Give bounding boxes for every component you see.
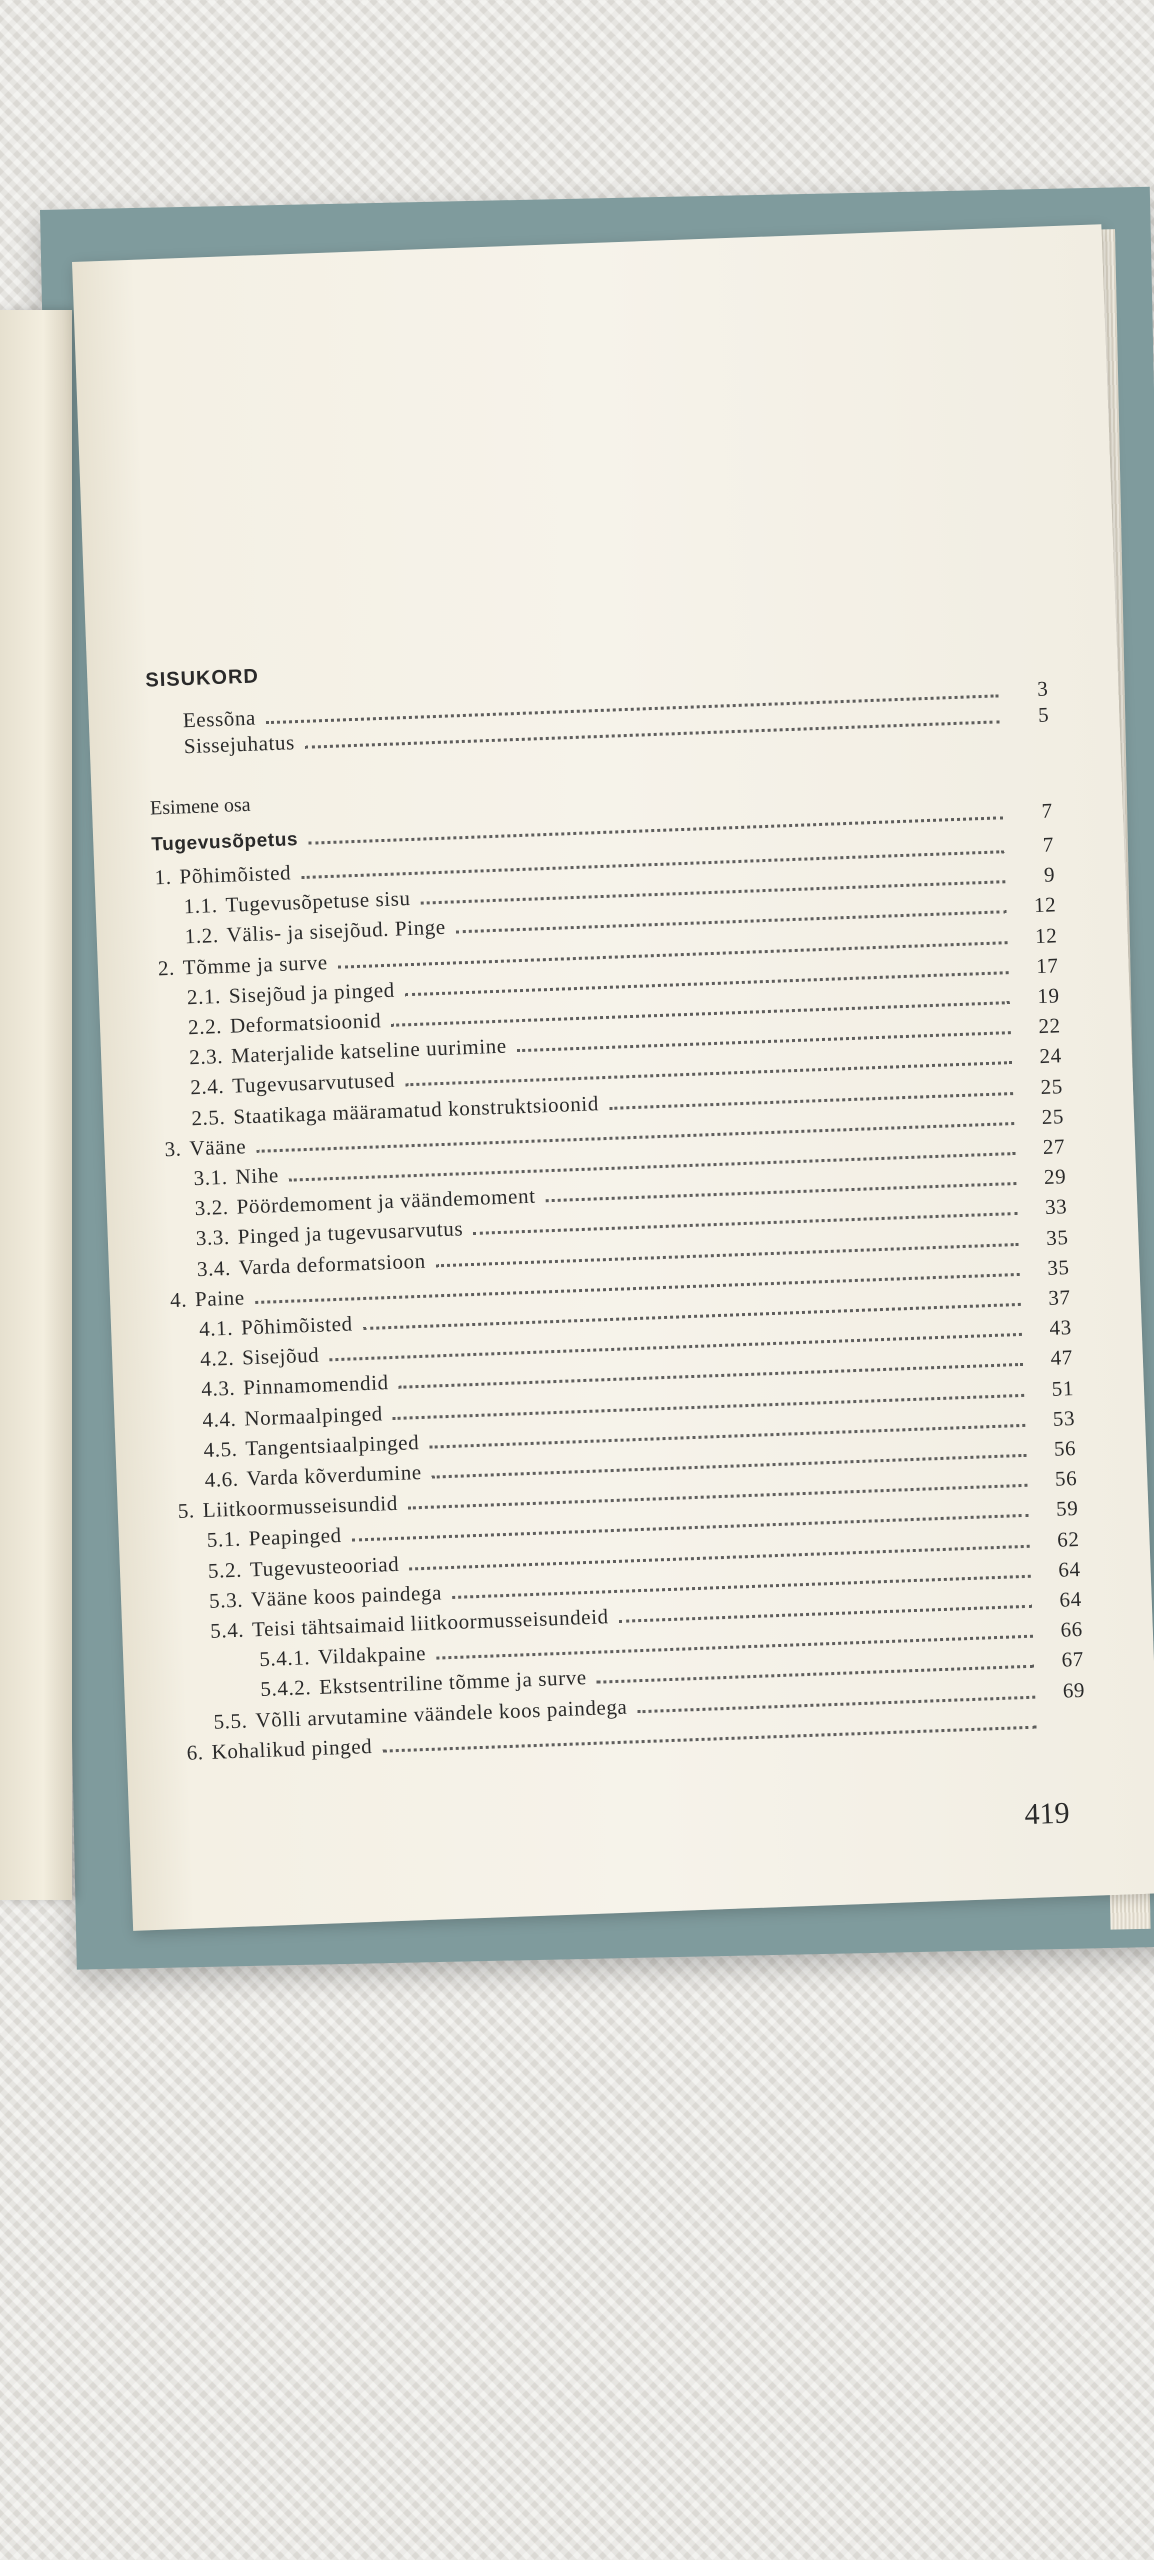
toc-entry-label: Tugevusarvutused (231, 1068, 396, 1099)
toc-entry-number: 3. (164, 1136, 182, 1161)
toc-entry-number: 4.4. (202, 1406, 237, 1432)
toc-entry-label: Pinnamomendid (242, 1370, 390, 1400)
toc-entry-label: Eessõna (182, 705, 257, 733)
toc-entry-label: Sissejuhatus (183, 730, 296, 759)
toc-entry-page: 25 (1041, 1104, 1065, 1129)
toc-entry-page: 56 (1053, 1436, 1077, 1461)
toc-entry-label: Varda deformatsioon (238, 1248, 427, 1280)
toc-title: SISUKORD (144, 665, 260, 692)
left-page (0, 310, 72, 1900)
toc-entry-number: 2.4. (189, 1074, 225, 1100)
toc-entry-page: 35 (1045, 1224, 1069, 1250)
toc-entry-number: 5.5. (213, 1708, 248, 1734)
toc-entry-number: 2.1. (186, 983, 222, 1010)
toc-entry-page: 22 (1038, 1013, 1062, 1039)
toc-entry-label: Nihe (235, 1163, 280, 1189)
toc-entry-number: 1.1. (183, 893, 219, 919)
part-title: Tugevusõpetus (151, 829, 299, 856)
toc-entry-number: 4.2. (199, 1345, 235, 1372)
toc-entry-label: Põhimõisted (179, 860, 292, 889)
toc-entry-page: 27 (1042, 1134, 1066, 1160)
right-page (72, 224, 1154, 1931)
toc-entry-label: Deformatsioonid (229, 1008, 382, 1038)
toc-entry-label: Normaalpinged (243, 1400, 384, 1431)
toc-entry-label: Materjalide katseline uurimine (230, 1033, 508, 1068)
toc-entry-number: 6. (186, 1739, 205, 1765)
page-number: 419 (1023, 1796, 1071, 1832)
toc-entry-label: Välis- ja sisejõud. Pinge (226, 915, 447, 948)
toc-entry-page: 9 (1043, 862, 1056, 887)
toc-entry-label: Sisejõud ja pinged (228, 977, 396, 1008)
toc-entry-number: 3.3. (195, 1225, 231, 1251)
toc-entry-label: Pinged ja tugevusarvutus (237, 1216, 464, 1249)
toc-entry-page: 35 (1046, 1254, 1070, 1280)
toc-entry-label: Tangentsiaalpinged (245, 1429, 420, 1461)
toc-entry-page: 64 (1057, 1556, 1081, 1582)
toc-entry-page: 25 (1040, 1073, 1064, 1099)
toc-entry-number: 5.2. (207, 1557, 243, 1583)
toc-entry-number: 3.2. (194, 1195, 230, 1221)
toc-entry-label: Paine (194, 1285, 246, 1311)
toc-entry-number: 1.2. (184, 923, 220, 949)
toc-entry-page: 5 (1037, 702, 1050, 727)
toc-entry-page: 56 (1054, 1466, 1078, 1491)
toc-entry-label: Staatikaga määramatud konstruktsioonid (232, 1090, 600, 1129)
toc-entry-label: Vääne koos paindega (250, 1580, 443, 1612)
toc-entry-label: Varda kõverdumine (246, 1460, 423, 1491)
toc-entry-number: 4.1. (198, 1315, 234, 1342)
toc-entry-label: Vildakpaine (317, 1641, 427, 1670)
toc-entry-label: Liitkoormusseisundid (202, 1491, 399, 1523)
toc-entry-page: 19 (1036, 983, 1060, 1009)
toc-entry-number: 2.2. (187, 1014, 223, 1040)
toc-entry-page: 24 (1039, 1043, 1063, 1069)
toc-entry-number: 3.1. (193, 1164, 228, 1191)
toc-entry-number: 2. (157, 955, 176, 980)
toc-entry-number: 4.6. (204, 1466, 240, 1492)
toc-entry-number: 5.4.2. (259, 1675, 312, 1702)
toc-entry-page: 7 (1041, 798, 1054, 823)
toc-entry-page: 29 (1043, 1164, 1067, 1190)
toc-entry-page: 3 (1036, 676, 1049, 701)
toc-entry-number: 4. (169, 1287, 188, 1312)
toc-entry-page: 12 (1033, 892, 1057, 918)
toc-entry-label: Põhimõisted (240, 1311, 354, 1340)
toc-entry-number: 2.3. (188, 1044, 224, 1070)
toc-entry-page: 67 (1061, 1647, 1085, 1673)
toc-entry-page: 66 (1060, 1617, 1084, 1642)
toc-entry-page (1046, 1727, 1086, 1728)
toc-entry-page: 64 (1059, 1586, 1083, 1612)
toc-entry-page: 47 (1050, 1345, 1074, 1371)
toc-entry-number: 5.3. (208, 1587, 244, 1613)
toc-entry-label: Kohalikud pinged (211, 1733, 373, 1764)
toc-entry-label: Võlli arvutamine väändele koos paindega (255, 1694, 628, 1732)
toc-entry-label: Tugevusõpetuse sisu (225, 886, 411, 917)
toc-entry-page: 69 (1062, 1677, 1086, 1703)
toc-entry-label: Tugevusteooriad (249, 1551, 400, 1581)
toc-entry-label: Peapinged (248, 1523, 343, 1551)
toc-entry-page: 51 (1051, 1375, 1075, 1401)
toc-entry-page: 17 (1035, 953, 1059, 978)
part-label: Esimene osa (149, 793, 251, 820)
toc-entry-page: 12 (1034, 922, 1058, 948)
toc-entry-page: 33 (1044, 1194, 1068, 1220)
toc-entry-page: 59 (1055, 1496, 1079, 1522)
toc-entry-label: Ekstsentriline tõmme ja surve (318, 1665, 588, 1700)
toc-entry-label: Teisi tähtsaimaid liitkoormusseisundeid (251, 1604, 610, 1642)
toc-entry-label: Tõmme ja surve (182, 949, 329, 979)
toc-entry-number: 5.4. (209, 1617, 245, 1643)
toc-entry-page: 62 (1056, 1526, 1080, 1552)
toc-entry-number: 5. (177, 1498, 196, 1524)
toc-entry-page: 43 (1049, 1315, 1073, 1341)
toc-entry-number: 2.5. (190, 1104, 226, 1130)
toc-entry-label: Sisejõud (241, 1342, 320, 1370)
toc-entry-label: Vääne (189, 1134, 247, 1161)
toc-entry-number: 3.4. (196, 1255, 232, 1281)
toc-entry-number: 1. (154, 864, 172, 890)
toc-entry-number: 4.3. (200, 1376, 236, 1402)
toc-entry-page: 53 (1052, 1405, 1076, 1431)
toc-entry-number: 5.4.1. (258, 1645, 311, 1672)
toc-entry-label: Pöördemoment ja väändemoment (236, 1183, 536, 1219)
toc-entry-page: 37 (1047, 1285, 1072, 1310)
toc-entry-number: 4.5. (203, 1436, 238, 1462)
toc-entry-number: 5.1. (206, 1527, 242, 1553)
toc-entry-page: 7 (1042, 832, 1055, 857)
